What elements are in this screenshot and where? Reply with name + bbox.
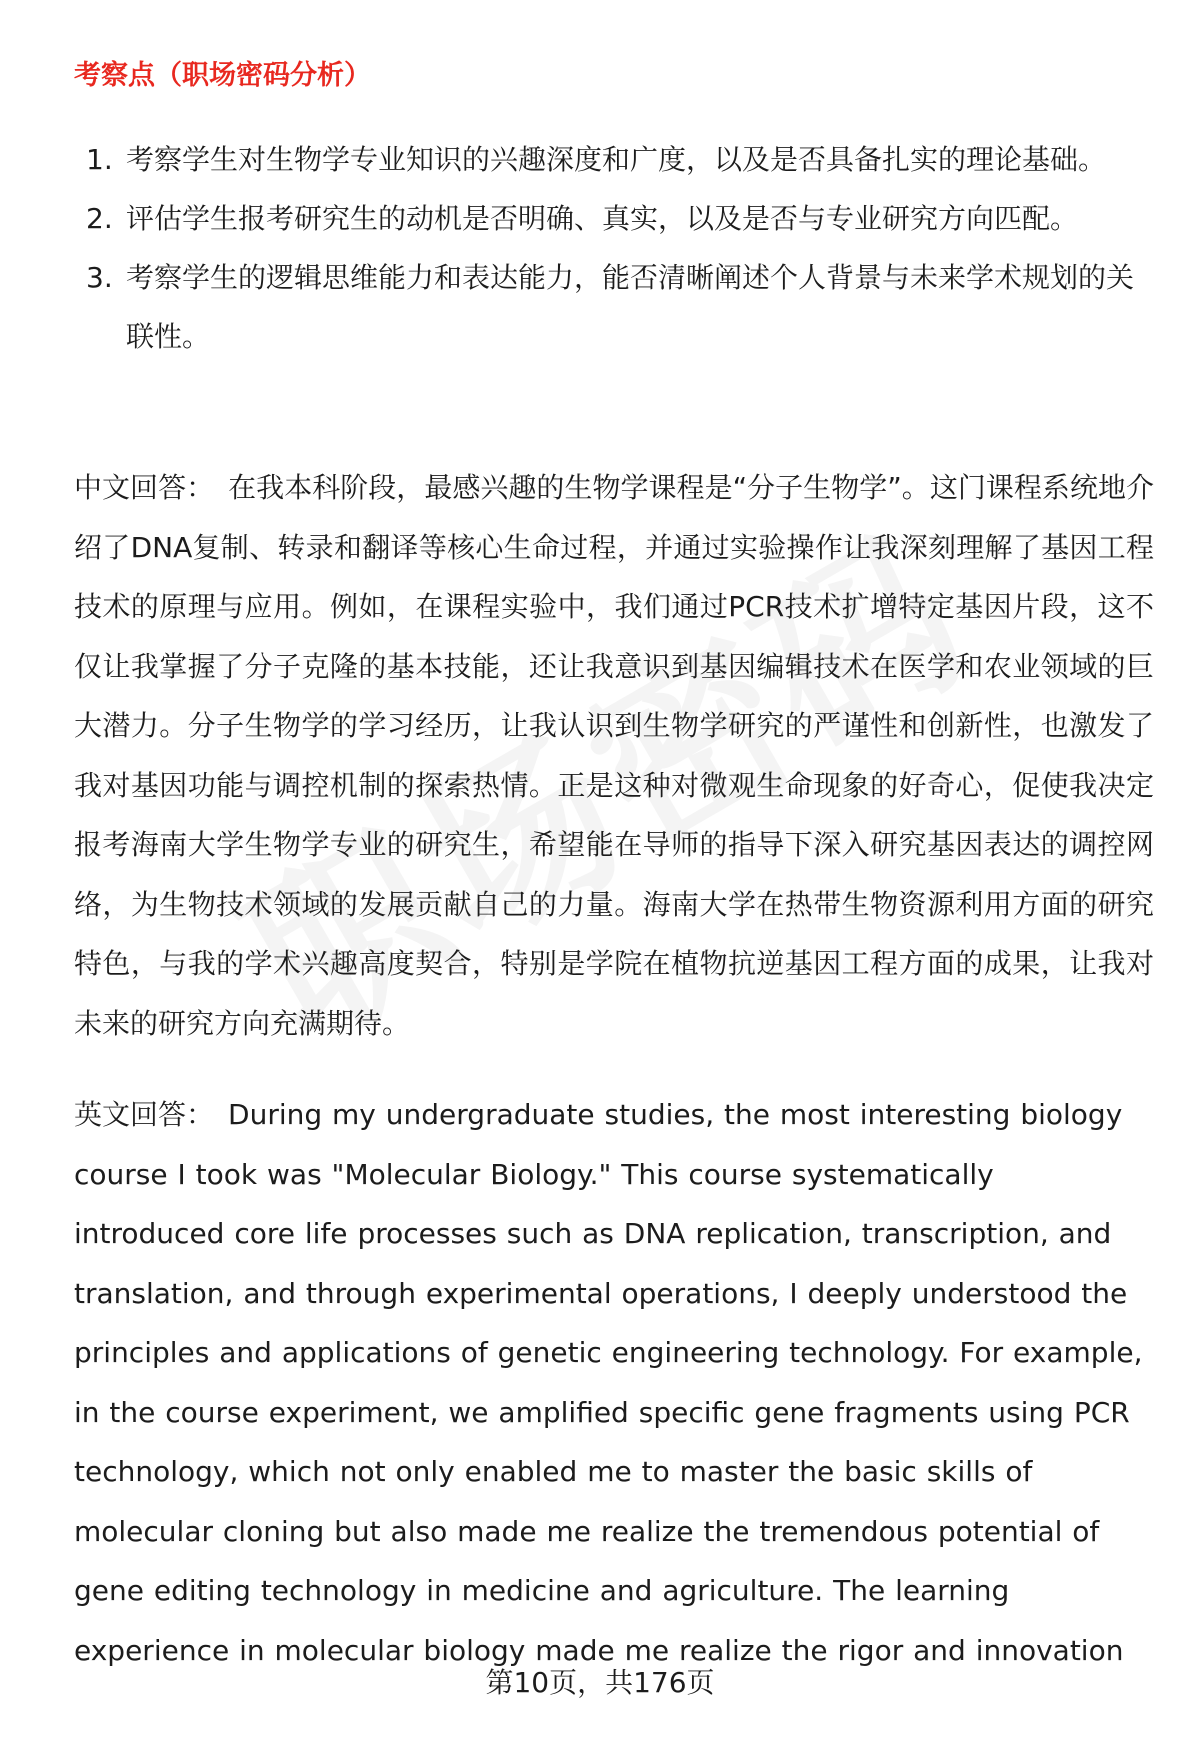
point-text: 评估学生报考研究生的动机是否明确、真实，以及是否与专业研究方向匹配。 [126,202,1079,235]
assessment-points-list [78,130,1138,366]
english-answer-text: During my undergraduate studies, the most interesting biology course I took was "Molecular Biology." This course systematically introduced core life processes such as DNA replication, transcription, and translation, and through experimental operations, I deeply understood the principles and applications of genetic engineering technology. For example, in the course experiment, we amplified specific gene fragments using PCR technology, which not only enabled me to master the basic skills of molecular cloning but also made me realize the tremendous potential of gene editing technology in medicine and agriculture. The learning experience in molecular biology made me realize the rigor and innovation [74,1098,1143,1667]
point-number: 3. [86,261,113,294]
chinese-answer-text: 在我本科阶段，最感兴趣的生物学课程是“分子生物学”。这门课程系统地介绍了DNA复制、转录和翻译等核心生命过程，并通过实验操作让我深刻理解了基因工程技术的原理与应用。例如，在课程实验中，我们通过PCR技术扩增特定基因片段，这不仅让我掌握了分子克隆的基本技能，还让我意识到基因编辑技术在医学和农业领域的巨大潜力。分子生物学的学习经历，让我认识到生物学研究的严谨性和创新性，也激发了我对基因功能与调控机制的探索热情。正是这种对微观生命现象的好奇心，促使我决定报考海南大学生物学专业的研究生，希望能在导师的指导下深入研究基因表达的调控网络，为生物技术领域的发展贡献自己的力量。海南大学在热带生物资源利用方面的研究特色，与我的学术兴趣高度契合，特别是学院在植物抗逆基因工程方面的成果，让我对未来的研究方向充满期待。 [74,471,1154,1040]
assessment-point [78,130,1138,189]
chinese-answer-label: 中文回答： [74,471,215,504]
assessment-point [78,248,1138,366]
point-number: 2. [86,202,113,235]
section-heading: 考察点（职场密码分析） [74,60,371,91]
chinese-answer-paragraph [74,458,1154,1053]
point-text: 考察学生对生物学专业知识的兴趣深度和广度，以及是否具备扎实的理论基础。 [126,143,1107,176]
point-number: 1. [86,143,113,176]
page-number-footer: 第10页，共176页 [485,1666,715,1699]
english-answer-paragraph [74,1085,1154,1680]
assessment-point [78,189,1138,248]
point-text: 考察学生的逻辑思维能力和表达能力，能否清晰阐述个人背景与未来学术规划的关联性。 [126,261,1135,353]
english-answer-label: 英文回答： [74,1098,215,1131]
